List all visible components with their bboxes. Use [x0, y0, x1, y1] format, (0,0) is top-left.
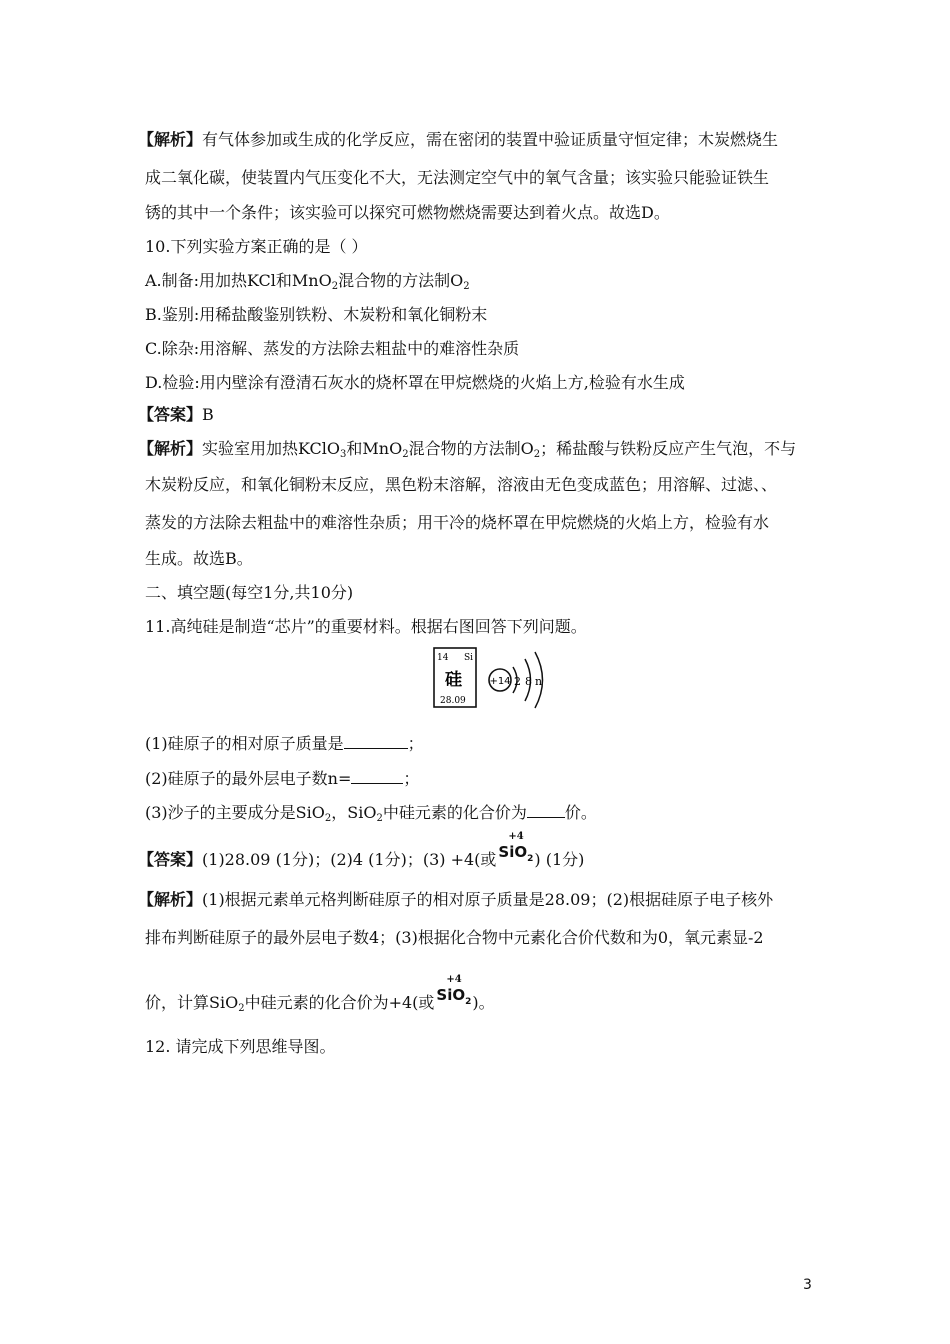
shell-2-electrons: 8	[525, 675, 532, 688]
analysis-line: 【解析】有气体参加或生成的化学反应，需在密闭的装置中验证质量守恒定律；木炭燃烧生	[138, 130, 779, 149]
analysis-line: 【解析】(1)根据元素单元格判断硅原子的相对原子质量是28.09；(2)根据硅原子电子核外	[138, 890, 774, 909]
analysis-line: 排布判断硅原子的最外层电子数4；(3)根据化合物中元素化合价代数和为0，氧元素显-2	[145, 928, 764, 947]
section-heading: 二、填空题(每空1分,共10分)	[145, 583, 354, 602]
analysis-line: 木炭粉反应，和氧化铜粉末反应，黑色粉末溶解，溶液由无色变成蓝色；用溶解、过滤、、	[145, 475, 778, 494]
question-12-stem: 12. 请完成下列思维导图。	[145, 1037, 336, 1056]
option-c: C.除杂:用溶解、蒸发的方法除去粗盐中的难溶性杂质	[145, 339, 520, 358]
question-11-part-2: (2)硅原子的最外层电子数n= ；	[145, 769, 420, 788]
element-symbol: Si	[464, 653, 474, 663]
answer-blank[interactable]	[527, 803, 565, 818]
shell-1-electrons: 2	[514, 675, 521, 688]
analysis-line: 成二氧化碳，使装置内气压变化不大，无法测定空气中的氧气含量；该实验只能验证铁生	[145, 168, 770, 187]
answer-line: 【答案】B	[138, 405, 214, 424]
answer-tag: 【答案】	[138, 850, 203, 869]
shell-3-electrons: n	[535, 675, 543, 688]
atomic-number: 14	[437, 653, 449, 663]
analysis-line: 锈的其中一个条件；该实验可以探究可燃物燃烧需要达到着火点。故选D。	[145, 203, 670, 222]
answer-line: 【答案】(1)28.09 (1分)；(2)4 (1分)；(3) +4(或 +4 SiO$_2$ ) (1分)	[138, 831, 585, 869]
answer-blank[interactable]	[344, 734, 408, 749]
analysis-line: 生成。故选B。	[145, 549, 253, 568]
sio2-valence-formula: +4 SiO$_2$	[498, 831, 534, 864]
page-number: 3	[803, 1277, 812, 1293]
question-10-stem: 10.下列实验方案正确的是（ ）	[145, 237, 368, 256]
question-11-part-1: (1)硅原子的相对原子质量是 ；	[145, 734, 424, 753]
analysis-line: 【解析】实验室用加热KClO$_3$和MnO$_2$混合物的方法制$O_2$；稀盐酸与铁粉反应产生气泡，不与	[138, 439, 797, 460]
analysis-tag: 【解析】	[138, 890, 203, 909]
analysis-line: 价，计算SiO$_2$中硅元素的化合价为+4(或 +4 SiO$_2$ )。	[145, 974, 495, 1014]
analysis-tag: 【解析】	[138, 130, 203, 149]
question-11-stem: 11.高纯硅是制造“芯片”的重要材料。根据右图回答下列问题。	[145, 617, 587, 636]
option-b: B.鉴别:用稀盐酸鉴别铁粉、木炭粉和氧化铜粉末	[145, 305, 488, 324]
atomic-mass: 28.09	[440, 696, 466, 706]
question-11-part-3: (3)沙子的主要成分是SiO$_2$，SiO$_2$中硅元素的化合价为 价。	[145, 803, 597, 824]
nucleus-charge: +14	[489, 676, 511, 687]
answer-tag: 【答案】	[138, 405, 203, 424]
sio2-valence-formula: +4 SiO$_2$	[436, 974, 472, 1007]
analysis-tag: 【解析】	[138, 439, 203, 458]
element-name: 硅	[445, 670, 462, 690]
option-d: D.检验:用内壁涂有澄清石灰水的烧杯罩在甲烷燃烧的火焰上方,检验有水生成	[145, 373, 685, 392]
answer-blank[interactable]	[351, 769, 403, 784]
silicon-element-figure	[433, 647, 553, 709]
option-a: A.制备:用加热KCl和MnO$_2$混合物的方法制$O_2$	[145, 271, 470, 292]
analysis-line: 蒸发的方法除去粗盐中的难溶性杂质；用干冷的烧杯罩在甲烷燃烧的火焰上方，检验有水	[145, 513, 770, 532]
